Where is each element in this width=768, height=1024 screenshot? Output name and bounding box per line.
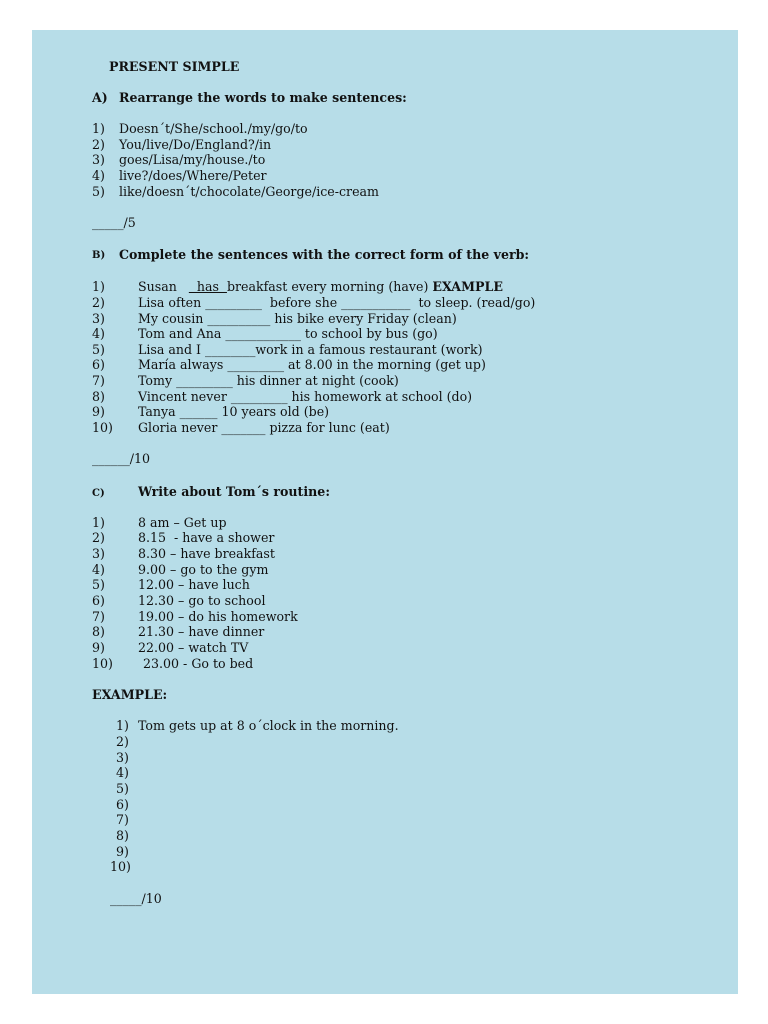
section-c-marker: C) [92,488,105,499]
section-c-item-num: 9) [92,640,105,655]
example-subject: Susan [138,279,177,294]
section-a-item-text: Doesn´t/She/school./my/go/to [119,121,308,136]
section-a-item-num: 2) [92,137,105,152]
section-c-item-num: 7) [92,609,105,624]
answer-num: 8) [116,828,129,843]
section-b-item-num: 5) [92,342,105,357]
section-b-item-text: Tanya ______ 10 years old (be) [138,404,330,419]
answer-num: 2) [116,734,129,749]
section-b-item-text: Lisa often _________ before she ___________ to sleep. (read/go) [138,295,536,310]
section-a-score: _____/5 [92,215,136,230]
section-c-item-text: 8.30 – have breakfast [138,546,275,561]
section-a-item-num: 4) [92,168,105,183]
section-c-item-text: 8 am – Get up [138,515,227,530]
section-b-item-num: 2) [92,295,105,310]
section-b-item-text: Tom and Ana ____________ to school by bus (go) [138,326,438,341]
section-b-item-num: 6) [92,357,105,372]
section-c-item-num: 5) [92,577,105,592]
section-b-score: ______/10 [92,451,151,466]
section-c-item-text: 9.00 – go to the gym [138,562,269,577]
section-c-item-num: 10) [92,656,113,671]
section-c-item-num: 6) [92,593,105,608]
section-b-item-text: My cousin __________ his bike every Friday (clean) [138,311,457,326]
section-b-item-num: 3) [92,311,105,326]
section-b-item-text: Gloria never _______ pizza for lunc (eat) [138,420,390,435]
section-b-item-num: 8) [92,389,105,404]
section-c-heading: Write about Tom´s routine: [138,484,330,499]
answer-num: 10) [110,859,131,874]
section-b-item-text: María always _________ at 8.00 in the morning (get up) [138,357,486,372]
section-a-item-num: 1) [92,121,105,136]
section-c-item-text: 12.00 – have luch [138,577,250,592]
answer-num: 3) [116,750,129,765]
section-c-item-text: 21.30 – have dinner [138,624,265,639]
answer-num: 9) [116,844,129,859]
example-tag: EXAMPLE [432,279,503,294]
section-b-item-num: 10) [92,420,113,435]
section-c-item-num: 2) [92,530,105,545]
worksheet-title: PRESENT SIMPLE [109,59,240,74]
section-b-marker: B) [92,250,106,261]
section-c-item-num: 3) [92,546,105,561]
section-b-example-line [138,279,503,295]
section-c-item-num: 8) [92,624,105,639]
section-a-item-text: You/live/Do/England?/in [119,137,272,152]
section-b-item-text: Vincent never _________ his homework at school (do) [138,389,473,404]
example-rest: breakfast every morning (have) [226,279,429,294]
section-a-item-text: like/doesn´t/chocolate/George/ice-cream [119,184,379,199]
section-a-item-num: 5) [92,184,105,199]
section-a-item-num: 3) [92,152,105,167]
section-b-item-num: 4) [92,326,105,341]
section-a-heading: Rearrange the words to make sentences: [119,90,407,105]
section-a-marker: A) [92,90,108,105]
answer-num: 5) [116,781,129,796]
section-b-item-num: 9) [92,404,105,419]
section-c-item-text: 8.15 - have a shower [138,530,275,545]
answer-num: 4) [116,765,129,780]
section-b-item-text: Lisa and I ________work in a famous restaurant (work) [138,342,483,357]
section-b-item-num: 7) [92,373,105,388]
section-c-item-text: 22.00 – watch TV [138,640,249,655]
section-c-item-num: 4) [92,562,105,577]
section-b-heading: Complete the sentences with the correct form of the verb: [119,247,530,262]
section-c-item-text: 12.30 – go to school [138,593,266,608]
worksheet-page [32,30,738,994]
section-b-item-num: 1) [92,279,105,294]
section-c-item-text: 19.00 – do his homework [138,609,298,624]
section-c-item-text: 23.00 - Go to bed [143,656,254,671]
example-label: EXAMPLE: [92,687,168,702]
answer-num: 7) [116,812,129,827]
section-a-item-text: goes/Lisa/my/house./to [119,152,266,167]
answer-num: 6) [116,797,129,812]
section-c-item-num: 1) [92,515,105,530]
section-a-item-text: live?/does/Where/Peter [119,168,267,183]
example-answer: has [188,279,227,294]
answer-text: Tom gets up at 8 o´clock in the morning. [138,718,399,733]
answer-num: 1) [116,718,129,733]
section-c-score: _____/10 [110,891,162,906]
section-b-item-text: Tomy _________ his dinner at night (cook) [138,373,399,388]
